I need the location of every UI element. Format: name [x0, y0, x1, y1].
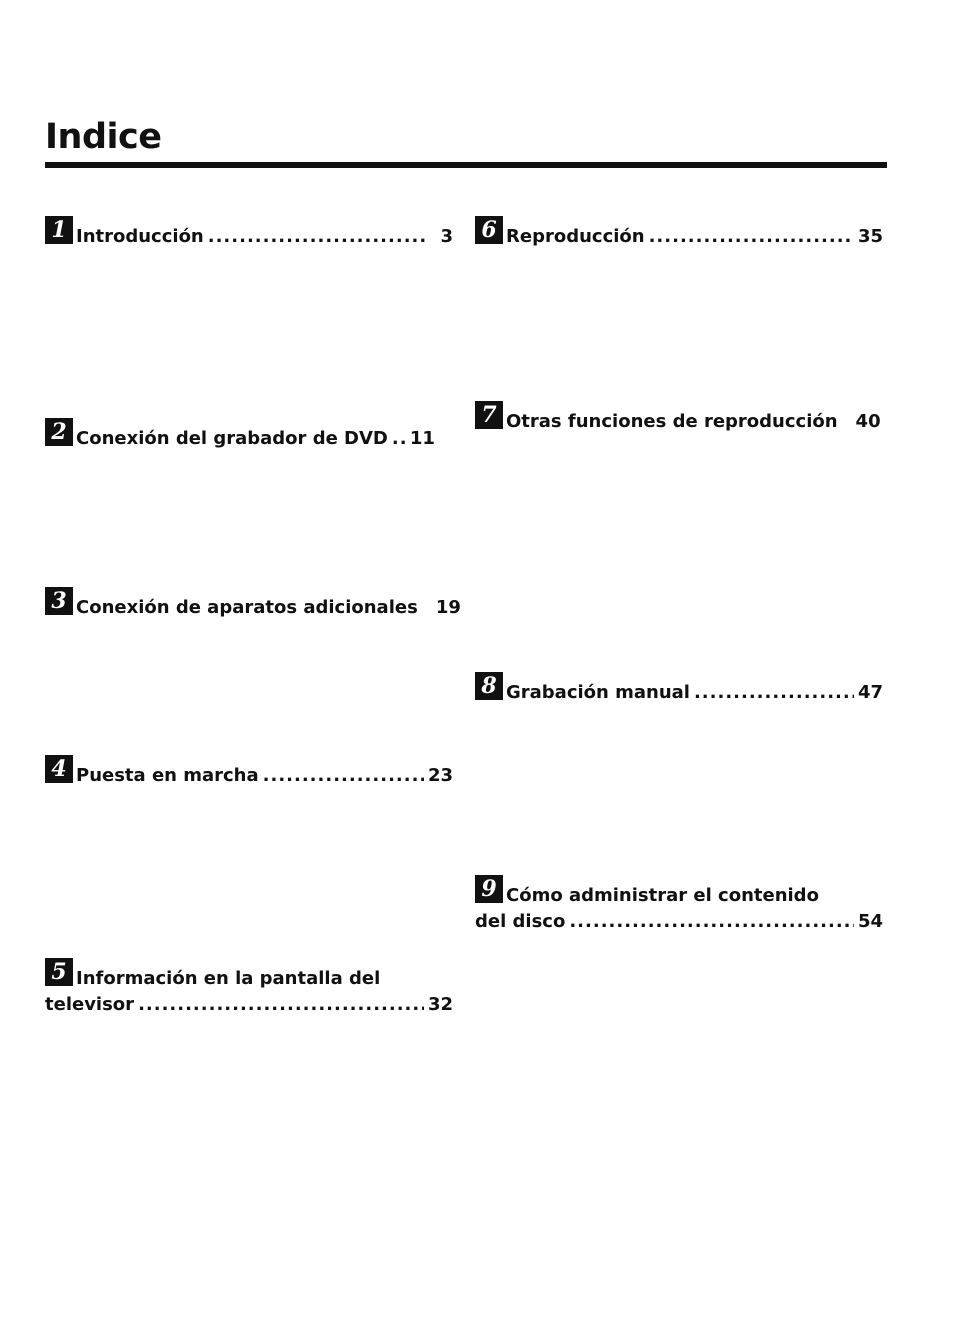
toc-entry-1[interactable]: [45, 217, 453, 250]
chapter-title: Grabación manual: [506, 682, 690, 703]
page-number: 35: [857, 226, 883, 247]
chapter-number-badge: 1: [45, 216, 73, 244]
page-number: 47: [857, 682, 883, 703]
toc-entry-4[interactable]: [45, 756, 453, 789]
chapter-title: Puesta en marcha: [76, 765, 259, 786]
page-number: 11: [409, 428, 435, 449]
page-title: Indice: [45, 117, 162, 157]
toc-entry-7[interactable]: [475, 402, 883, 435]
toc-entry-3[interactable]: [45, 588, 461, 621]
toc-entry-8[interactable]: [475, 673, 883, 706]
chapter-number-badge: 9: [475, 875, 503, 903]
chapter-number-badge: 8: [475, 672, 503, 700]
dot-leader: [649, 224, 854, 250]
chapter-title: Información en la pantalla del: [76, 968, 381, 989]
chapter-title: Conexión de aparatos adicionales: [76, 597, 418, 618]
page-number: 23: [427, 765, 453, 786]
title-rule: [45, 162, 887, 168]
dot-leader: [694, 680, 854, 706]
chapter-title-continued: televisor: [45, 994, 135, 1015]
chapter-number-badge: 5: [45, 958, 73, 986]
chapter-number-badge: 3: [45, 587, 73, 615]
toc-entry-2[interactable]: [45, 419, 453, 452]
chapter-title: Conexión del grabador de DVD: [76, 428, 388, 449]
toc-entry-9[interactable]: [475, 876, 883, 935]
chapter-number-badge: 4: [45, 755, 73, 783]
dot-leader: [138, 992, 424, 1018]
page-number: 54: [857, 911, 883, 932]
chapter-title-continued: del disco: [475, 911, 566, 932]
chapter-title: Otras funciones de reproducción: [506, 411, 838, 432]
page-number: 32: [427, 994, 453, 1015]
page-number: 3: [440, 226, 453, 247]
chapter-title: Reproducción: [506, 226, 645, 247]
chapter-number-badge: 6: [475, 216, 503, 244]
page-number: 19: [435, 597, 461, 618]
dot-leader: [263, 763, 424, 789]
dot-leader: [569, 909, 854, 935]
chapter-number-badge: 7: [475, 401, 503, 429]
dot-leader: [208, 224, 425, 250]
toc-entry-6[interactable]: [475, 217, 883, 250]
page-number: 40: [855, 411, 881, 432]
chapter-number-badge: 2: [45, 418, 73, 446]
toc-entry-5[interactable]: [45, 959, 453, 1018]
dot-leader: [392, 426, 406, 452]
chapter-title: Introducción: [76, 226, 204, 247]
chapter-title: Cómo administrar el contenido: [506, 885, 819, 906]
